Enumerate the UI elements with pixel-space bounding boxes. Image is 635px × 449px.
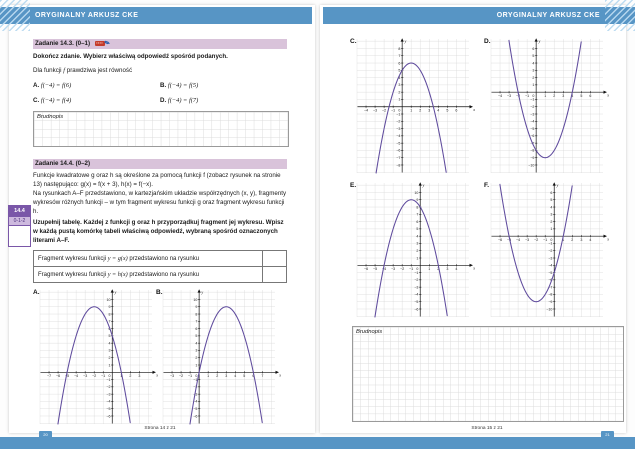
svg-text:−1: −1 bbox=[188, 374, 193, 379]
graph-d-plot bbox=[490, 38, 609, 176]
graph-a-plot bbox=[39, 289, 158, 427]
pen-icon: ✎ bbox=[103, 39, 112, 48]
svg-text:−1: −1 bbox=[414, 270, 419, 275]
banner-title-left: ORYGINALNY ARKUSZ CKE bbox=[35, 12, 139, 19]
svg-text:−4: −4 bbox=[497, 94, 503, 99]
page-footer-right: Strona 15 z 21 bbox=[471, 426, 503, 431]
answer-cell-g bbox=[263, 251, 287, 267]
svg-text:2: 2 bbox=[571, 238, 574, 243]
svg-text:x: x bbox=[607, 92, 609, 98]
svg-text:3: 3 bbox=[138, 374, 141, 379]
svg-text:6: 6 bbox=[398, 61, 401, 66]
svg-text:3: 3 bbox=[580, 238, 583, 243]
option-a: A. f(−4) = f(6) bbox=[33, 82, 72, 89]
svg-text:2: 2 bbox=[108, 356, 111, 361]
answer-table bbox=[33, 250, 287, 283]
svg-text:5: 5 bbox=[550, 198, 553, 203]
svg-text:−1: −1 bbox=[409, 267, 414, 272]
svg-text:4: 4 bbox=[195, 341, 198, 346]
svg-text:−7: −7 bbox=[46, 374, 52, 379]
task-number-tab: 14.4 bbox=[8, 205, 31, 217]
svg-text:−4: −4 bbox=[396, 134, 401, 139]
svg-text:−4: −4 bbox=[363, 108, 369, 113]
svg-text:3: 3 bbox=[532, 68, 535, 73]
task-14-4-paragraph-2: Na rysunkach A–F przedstawiono, w kartezjańskim układzie współrzędnych (x, y), fragmenty wykresów różnych funkcji – w tym fragment wykresu funkcji g oraz fragment wykresu funkcji h. bbox=[33, 190, 287, 215]
svg-text:5: 5 bbox=[195, 334, 198, 339]
svg-text:y: y bbox=[556, 182, 559, 188]
svg-text:3: 3 bbox=[550, 212, 553, 217]
svg-text:−4: −4 bbox=[548, 263, 553, 268]
brudnopis-label: Brudnopis bbox=[356, 328, 383, 335]
svg-text:3: 3 bbox=[398, 83, 401, 88]
graph-f: F. x y −6 −5 −4 −3 −2 −1 1 2 3 4 −10 −9 −8 −7 −6 −5 −4 −3 −2 −1 1 2 3 4 5 6 0 bbox=[484, 182, 609, 320]
svg-text:0: 0 bbox=[398, 108, 401, 113]
banner-title-right: ORYGINALNY ARKUSZ CKE bbox=[496, 12, 600, 19]
graph-e: E. x y −6 −5 −4 −3 −2 −1 1 2 3 4 −6 −5 −4 −3 −2 −1 1 2 3 4 5 6 7 8 9 10 0 bbox=[350, 182, 475, 320]
graph-b-plot bbox=[162, 289, 281, 427]
svg-text:5: 5 bbox=[446, 108, 449, 113]
svg-text:x: x bbox=[473, 107, 475, 113]
svg-text:−4: −4 bbox=[74, 374, 79, 379]
option-c: C. f(−4) = f(4) bbox=[33, 97, 72, 104]
svg-text:5: 5 bbox=[580, 94, 583, 99]
scratch-grid-left bbox=[33, 111, 289, 147]
function-f-symbol: f bbox=[63, 67, 66, 74]
task-margin-tab bbox=[8, 205, 31, 247]
svg-text:2: 2 bbox=[419, 108, 422, 113]
svg-text:−2: −2 bbox=[548, 249, 553, 254]
svg-text:−1: −1 bbox=[101, 374, 106, 379]
svg-text:3: 3 bbox=[416, 241, 419, 246]
svg-text:−4: −4 bbox=[382, 267, 387, 272]
svg-text:−2: −2 bbox=[400, 267, 405, 272]
svg-text:x: x bbox=[156, 372, 158, 378]
task-points-tab: 0-1-2 bbox=[8, 217, 31, 226]
svg-text:3: 3 bbox=[428, 108, 431, 113]
svg-text:2: 2 bbox=[553, 94, 556, 99]
graph-c-plot bbox=[356, 38, 475, 176]
svg-text:0: 0 bbox=[416, 266, 419, 271]
answer-cell-h bbox=[263, 267, 287, 283]
task-14-3-stem: Dla funkcji f prawdziwa jest równość bbox=[33, 67, 133, 74]
svg-text:−8: −8 bbox=[548, 292, 553, 297]
svg-text:0: 0 bbox=[532, 93, 535, 98]
svg-text:10: 10 bbox=[193, 297, 198, 302]
task-14-3-header bbox=[33, 39, 287, 49]
svg-text:−3: −3 bbox=[193, 392, 198, 397]
svg-text:−8: −8 bbox=[396, 163, 401, 168]
svg-text:3: 3 bbox=[562, 94, 565, 99]
page-footer-left: Strona 14 z 21 bbox=[144, 426, 176, 431]
svg-text:1: 1 bbox=[195, 363, 198, 368]
task-14-3-title: Zadanie 14.3. (0–1) bbox=[35, 40, 91, 47]
difficulty-badge: ▪▪▪▪ bbox=[96, 41, 104, 45]
svg-text:−1: −1 bbox=[396, 112, 401, 117]
corner-stripes-icon bbox=[605, 0, 635, 31]
svg-text:4: 4 bbox=[455, 267, 458, 272]
svg-text:x: x bbox=[607, 236, 609, 242]
svg-text:−2: −2 bbox=[382, 108, 387, 113]
svg-text:−1: −1 bbox=[543, 238, 548, 243]
svg-text:−5: −5 bbox=[193, 407, 198, 412]
svg-text:2: 2 bbox=[195, 356, 198, 361]
svg-text:8: 8 bbox=[195, 312, 198, 317]
svg-text:x: x bbox=[473, 265, 475, 271]
table-row-label: Fragment wykresu funkcji y = h(x) przedstawiono na rysunku bbox=[34, 267, 263, 283]
svg-text:−1: −1 bbox=[548, 241, 553, 246]
svg-text:−2: −2 bbox=[516, 94, 521, 99]
svg-text:2: 2 bbox=[398, 90, 401, 95]
svg-text:7: 7 bbox=[398, 54, 401, 59]
svg-text:1: 1 bbox=[550, 227, 553, 232]
svg-text:−6: −6 bbox=[530, 134, 535, 139]
task-14-4-paragraph-1: Funkcje kwadratowe g oraz h są określone za pomocą funkcji f (zobacz rysunek na stronie 13) następująco: g(x) = f(x + 3), h(x) = f(−x). bbox=[33, 172, 281, 188]
svg-text:0: 0 bbox=[550, 237, 553, 242]
svg-text:3: 3 bbox=[225, 374, 228, 379]
svg-text:−5: −5 bbox=[373, 267, 378, 272]
table-row bbox=[34, 267, 287, 283]
svg-text:−2: −2 bbox=[396, 119, 401, 124]
task-14-4-instruction: Uzupełnij tabelę. Każdej z funkcji g oraz h przyporządkuj fragment jej wykresu. Wpisz w każdą pustą komórkę tabeli właściwą odpowiedź, wybraną spośród oznaczonych literami A–F. bbox=[33, 219, 284, 244]
svg-text:6: 6 bbox=[416, 219, 419, 224]
svg-text:−5: −5 bbox=[414, 300, 419, 305]
svg-text:−6: −6 bbox=[106, 414, 111, 419]
svg-text:5: 5 bbox=[398, 68, 401, 73]
svg-text:−5: −5 bbox=[507, 238, 512, 243]
svg-text:−5: −5 bbox=[396, 141, 401, 146]
svg-text:5: 5 bbox=[532, 54, 535, 59]
svg-text:3: 3 bbox=[108, 348, 111, 353]
svg-text:−2: −2 bbox=[179, 374, 184, 379]
svg-text:−4: −4 bbox=[193, 399, 198, 404]
svg-text:8: 8 bbox=[398, 46, 401, 51]
svg-text:10: 10 bbox=[414, 190, 419, 195]
page-number-tab-left: 20 bbox=[39, 431, 52, 438]
task-14-3-instruction: Dokończ zdanie. Wybierz właściwą odpowiedź spośród podanych. bbox=[33, 53, 228, 60]
option-b: B. f(−4) = f(5) bbox=[160, 82, 199, 89]
svg-text:−6: −6 bbox=[497, 238, 503, 243]
svg-text:−7: −7 bbox=[530, 141, 535, 146]
svg-text:y: y bbox=[422, 182, 425, 188]
header-banner-right bbox=[323, 7, 635, 24]
svg-text:−3: −3 bbox=[391, 267, 396, 272]
svg-text:−3: −3 bbox=[507, 94, 512, 99]
svg-text:−5: −5 bbox=[65, 374, 70, 379]
svg-text:−2: −2 bbox=[106, 385, 111, 390]
bottom-bar bbox=[0, 437, 635, 449]
svg-text:−5: −5 bbox=[548, 270, 553, 275]
svg-text:5: 5 bbox=[108, 334, 111, 339]
task-14-4-title: Zadanie 14.4. (0–2) bbox=[35, 160, 91, 167]
page-number-tab-right: 21 bbox=[601, 431, 614, 438]
svg-text:−4: −4 bbox=[414, 292, 419, 297]
svg-text:−4: −4 bbox=[530, 119, 535, 124]
svg-text:−1: −1 bbox=[525, 94, 530, 99]
svg-text:1: 1 bbox=[532, 83, 535, 88]
svg-text:4: 4 bbox=[398, 75, 401, 80]
svg-text:−1: −1 bbox=[106, 377, 111, 382]
svg-text:−9: −9 bbox=[530, 156, 535, 161]
svg-text:−3: −3 bbox=[396, 126, 401, 131]
brudnopis-label: Brudnopis bbox=[37, 113, 64, 120]
svg-text:10: 10 bbox=[106, 297, 111, 302]
svg-text:4: 4 bbox=[416, 234, 419, 239]
option-d: D. f(−4) = f(7) bbox=[160, 97, 199, 104]
scratch-grid-right bbox=[352, 326, 624, 422]
svg-text:5: 5 bbox=[416, 227, 419, 232]
corner-stripes-icon bbox=[0, 0, 30, 31]
table-row bbox=[34, 251, 287, 267]
svg-text:6: 6 bbox=[550, 190, 553, 195]
svg-text:7: 7 bbox=[195, 319, 198, 324]
svg-text:2: 2 bbox=[129, 374, 132, 379]
svg-text:−1: −1 bbox=[391, 108, 396, 113]
svg-text:−7: −7 bbox=[396, 156, 401, 161]
task-tab-blank-box bbox=[8, 226, 31, 247]
svg-text:4: 4 bbox=[589, 238, 592, 243]
svg-text:1: 1 bbox=[416, 256, 419, 261]
svg-text:3: 3 bbox=[195, 348, 198, 353]
svg-text:−8: −8 bbox=[530, 148, 535, 153]
svg-text:1: 1 bbox=[428, 267, 431, 272]
svg-text:−2: −2 bbox=[92, 374, 97, 379]
svg-text:−6: −6 bbox=[548, 278, 553, 283]
svg-text:−3: −3 bbox=[373, 108, 378, 113]
task-14-4-header bbox=[33, 159, 287, 169]
svg-text:6: 6 bbox=[455, 108, 458, 113]
svg-text:−6: −6 bbox=[414, 307, 419, 312]
svg-text:6: 6 bbox=[195, 326, 198, 331]
svg-text:3: 3 bbox=[446, 267, 449, 272]
svg-text:1: 1 bbox=[398, 97, 401, 102]
svg-text:2: 2 bbox=[437, 267, 440, 272]
svg-text:y: y bbox=[114, 289, 117, 295]
svg-text:7: 7 bbox=[108, 319, 111, 324]
svg-text:−1: −1 bbox=[193, 377, 198, 382]
graph-f-plot bbox=[490, 182, 609, 320]
svg-text:−6: −6 bbox=[363, 267, 369, 272]
svg-text:1: 1 bbox=[120, 374, 123, 379]
svg-text:−2: −2 bbox=[534, 238, 539, 243]
svg-text:1: 1 bbox=[108, 363, 111, 368]
svg-text:2: 2 bbox=[532, 75, 535, 80]
svg-text:y: y bbox=[404, 38, 407, 44]
svg-text:1: 1 bbox=[207, 374, 210, 379]
svg-text:−3: −3 bbox=[106, 392, 111, 397]
header-banner-left bbox=[0, 7, 312, 24]
svg-text:−5: −5 bbox=[106, 407, 111, 412]
svg-text:−6: −6 bbox=[193, 414, 198, 419]
svg-text:2: 2 bbox=[550, 219, 553, 224]
graph-d: D. x y −4 −3 −2 −1 1 2 3 4 5 6 −10 −9 −8 −7 −6 −5 −4 −3 −2 −1 1 2 3 4 5 6 0 bbox=[484, 38, 609, 176]
svg-text:4: 4 bbox=[437, 108, 440, 113]
svg-text:−2: −2 bbox=[530, 105, 535, 110]
svg-text:2: 2 bbox=[416, 249, 419, 254]
svg-text:2: 2 bbox=[216, 374, 219, 379]
graph-e-plot bbox=[356, 182, 475, 320]
svg-text:6: 6 bbox=[589, 94, 592, 99]
svg-text:−3: −3 bbox=[548, 256, 553, 261]
svg-text:−3: −3 bbox=[414, 285, 419, 290]
svg-text:−3: −3 bbox=[169, 374, 175, 379]
svg-text:4: 4 bbox=[234, 374, 237, 379]
svg-text:9: 9 bbox=[195, 305, 198, 310]
svg-text:−6: −6 bbox=[396, 148, 401, 153]
svg-text:−9: −9 bbox=[548, 300, 553, 305]
svg-text:5: 5 bbox=[243, 374, 246, 379]
svg-text:6: 6 bbox=[252, 374, 255, 379]
svg-text:0: 0 bbox=[195, 373, 198, 378]
svg-text:−4: −4 bbox=[516, 238, 521, 243]
svg-text:−3: −3 bbox=[525, 238, 530, 243]
svg-text:0: 0 bbox=[108, 373, 111, 378]
svg-text:8: 8 bbox=[108, 312, 111, 317]
svg-text:7: 7 bbox=[416, 212, 419, 217]
svg-text:4: 4 bbox=[550, 205, 553, 210]
svg-text:−3: −3 bbox=[83, 374, 88, 379]
svg-text:1: 1 bbox=[410, 108, 413, 113]
svg-text:7: 7 bbox=[261, 374, 264, 379]
svg-text:4: 4 bbox=[571, 94, 574, 99]
svg-text:8: 8 bbox=[416, 205, 419, 210]
svg-text:−3: −3 bbox=[530, 112, 535, 117]
svg-text:−6: −6 bbox=[56, 374, 61, 379]
graph-c: C. x y −4 −3 −2 −1 1 2 3 4 5 6 −8 −7 −6 −5 −4 −3 −2 −1 1 2 3 4 5 6 7 8 0 bbox=[350, 38, 475, 176]
svg-text:x: x bbox=[279, 372, 281, 378]
svg-text:−5: −5 bbox=[530, 126, 535, 131]
svg-text:y: y bbox=[538, 38, 541, 44]
svg-text:4: 4 bbox=[532, 61, 535, 66]
svg-text:y: y bbox=[201, 289, 204, 295]
svg-text:−1: −1 bbox=[530, 97, 535, 102]
svg-text:9: 9 bbox=[416, 198, 419, 203]
svg-text:6: 6 bbox=[532, 46, 535, 51]
svg-text:−10: −10 bbox=[528, 163, 535, 168]
graph-b: B. x y −3 −2 −1 1 2 3 4 5 6 7 −6 −5 −4 −3 −2 −1 1 2 3 4 5 6 7 8 9 10 0 bbox=[156, 289, 281, 427]
svg-text:1: 1 bbox=[544, 94, 547, 99]
svg-text:−4: −4 bbox=[106, 399, 111, 404]
svg-text:−10: −10 bbox=[546, 307, 553, 312]
table-row-label: Fragment wykresu funkcji y = g(x) przedstawiono na rysunku bbox=[34, 251, 263, 267]
svg-text:4: 4 bbox=[108, 341, 111, 346]
svg-text:6: 6 bbox=[108, 326, 111, 331]
graph-a: A. x y −7 −6 −5 −4 −3 −2 −1 1 2 3 −6 −5 −4 −3 −2 −1 1 2 3 4 5 6 7 8 9 10 0 bbox=[33, 289, 158, 427]
svg-text:−2: −2 bbox=[193, 385, 198, 390]
svg-text:1: 1 bbox=[562, 238, 565, 243]
svg-text:−7: −7 bbox=[548, 285, 553, 290]
svg-text:9: 9 bbox=[108, 305, 111, 310]
svg-text:−2: −2 bbox=[414, 278, 419, 283]
